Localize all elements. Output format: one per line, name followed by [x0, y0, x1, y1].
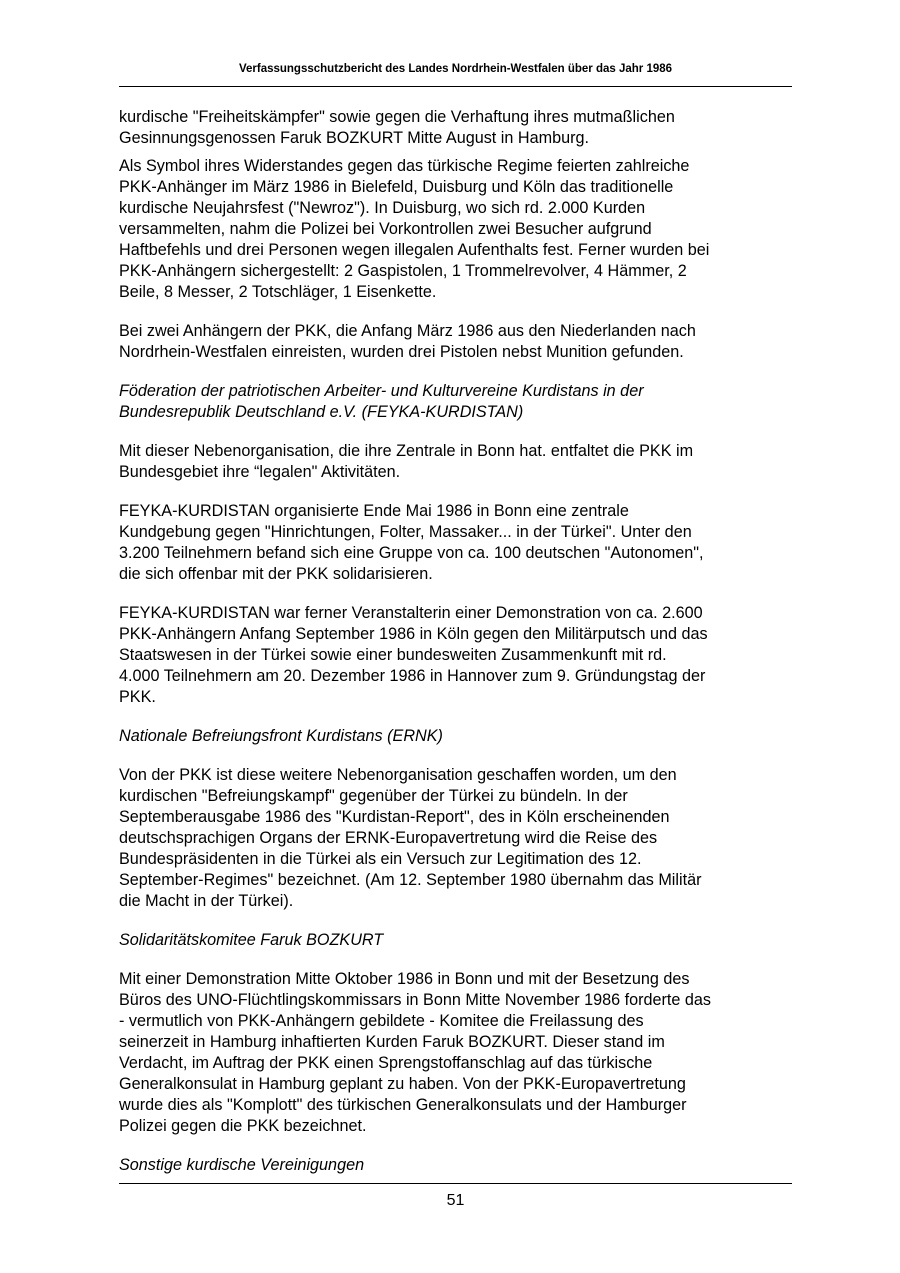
text-line: September-Regimes" bezeichnet. (Am 12. September 1980 übernahm das Militär: [119, 871, 702, 889]
text-line: FEYKA-KURDISTAN organisierte Ende Mai 1986 in Bonn eine zentrale: [119, 502, 629, 520]
paragraph-protest-continuation: [119, 107, 792, 149]
text-line: seinerzeit in Hamburg inhaftierten Kurden Faruk BOZKURT. Dieser stand im: [119, 1033, 665, 1051]
text-line: 3.200 Teilnehmern befand sich eine Gruppe von ca. 100 deutschen "Autonomen",: [119, 544, 704, 562]
text-line: PKK-Anhängern sichergestellt: 2 Gaspistolen, 1 Trommelrevolver, 4 Hämmer, 2: [119, 262, 687, 280]
page-header-title: Verfassungsschutzbericht des Landes Nordrhein-Westfalen über das Jahr 1986: [238, 63, 673, 75]
text-line: Sonstige kurdische Vereinigungen: [119, 1156, 365, 1174]
text-line: Polizei gegen die PKK bezeichnet.: [119, 1117, 367, 1135]
text-line: Bei zwei Anhängern der PKK, die Anfang März 1986 aus den Niederlanden nach: [119, 322, 696, 340]
text-line: Generalkonsulat in Hamburg geplant zu haben. Von der PKK-Europavertretung: [119, 1075, 686, 1093]
page-body: [119, 107, 792, 1176]
paragraph-solidarity-committee: [119, 969, 792, 1137]
text-line: kurdische Neujahrsfest ("Newroz"). In Duisburg, wo sich rd. 2.000 Kurden: [119, 199, 646, 217]
page-number: 51: [446, 1192, 465, 1209]
text-line: FEYKA-KURDISTAN war ferner Veranstalterin einer Demonstration von ca. 2.600: [119, 604, 703, 622]
text-line: PKK.: [119, 688, 156, 706]
text-line: Bundesgebiet ihre “legalen" Aktivitäten.: [119, 463, 401, 481]
paragraph-newroz: [119, 156, 792, 303]
paragraph-feyka-rally: [119, 501, 792, 585]
text-line: deutschsprachigen Organs der ERNK-Europavertretung wird die Reise des: [119, 829, 658, 847]
text-line: Staatswesen in der Türkei sowie einer bundesweiten Zusammenkunft mit rd.: [119, 646, 667, 664]
paragraph-ernk: [119, 765, 792, 912]
footer-divider: [119, 1183, 792, 1184]
text-line: Bundespräsidenten in die Türkei als ein Versuch zur Legitimation des 12.: [119, 850, 642, 868]
text-line: Nationale Befreiungsfront Kurdistans (ERNK): [119, 727, 443, 745]
section-heading-feyka: [119, 381, 792, 423]
text-line: die sich offenbar mit der PKK solidarisieren.: [119, 565, 433, 583]
text-line: die Macht in der Türkei).: [119, 892, 294, 910]
text-line: Gesinnungsgenossen Faruk BOZKURT Mitte August in Hamburg.: [119, 129, 589, 147]
text-line: Föderation der patriotischen Arbeiter- und Kulturvereine Kurdistans in der: [119, 382, 644, 400]
section-heading-ernk: [119, 726, 792, 747]
text-line: Solidaritätskomitee Faruk BOZKURT: [119, 931, 384, 949]
text-line: Von der PKK ist diese weitere Nebenorganisation geschaffen worden, um den: [119, 766, 677, 784]
paragraph-feyka-demonstration: [119, 603, 792, 708]
text-line: Septemberausgabe 1986 des "Kurdistan-Report", des in Köln erscheinenden: [119, 808, 670, 826]
text-line: PKK-Anhänger im März 1986 in Bielefeld, Duisburg und Köln das traditionelle: [119, 178, 674, 196]
text-line: Kundgebung gegen "Hinrichtungen, Folter, Massaker... in der Türkei". Unter den: [119, 523, 692, 541]
text-line: Beile, 8 Messer, 2 Totschläger, 1 Eisenkette.: [119, 283, 437, 301]
header-divider: [119, 86, 792, 87]
text-line: Bundesrepublik Deutschland e.V. (FEYKA-KURDISTAN): [119, 403, 524, 421]
text-line: Verdacht, im Auftrag der PKK einen Sprengstoffanschlag auf das türkische: [119, 1054, 653, 1072]
text-line: kurdischen "Befreiungskampf" gegenüber der Türkei zu bündeln. In der: [119, 787, 628, 805]
text-line: Als Symbol ihres Widerstandes gegen das türkische Regime feierten zahlreiche: [119, 157, 690, 175]
section-heading-other-associations: [119, 1155, 792, 1176]
text-line: Mit dieser Nebenorganisation, die ihre Zentrale in Bonn hat. entfaltet die PKK im: [119, 442, 694, 460]
text-line: wurde dies als "Komplott" des türkischen Generalkonsulats und der Hamburger: [119, 1096, 687, 1114]
text-line: Haftbefehls und drei Personen wegen illegalen Aufenthalts fest. Ferner wurden bei: [119, 241, 710, 259]
text-line: Mit einer Demonstration Mitte Oktober 1986 in Bonn und mit der Besetzung des: [119, 970, 690, 988]
text-line: versammelten, nahm die Polizei bei Vorkontrollen zwei Besucher aufgrund: [119, 220, 652, 238]
section-heading-solidarity-committee: [119, 930, 792, 951]
paragraph-pistols: [119, 321, 792, 363]
text-line: PKK-Anhängern Anfang September 1986 in Köln gegen den Militärputsch und das: [119, 625, 708, 643]
paragraph-feyka-intro: [119, 441, 792, 483]
text-line: - vermutlich von PKK-Anhängern gebildete - Komitee die Freilassung des: [119, 1012, 644, 1030]
text-line: Büros des UNO-Flüchtlingskommissars in Bonn Mitte November 1986 forderte das: [119, 991, 711, 1009]
text-line: 4.000 Teilnehmern am 20. Dezember 1986 in Hannover zum 9. Gründungstag der: [119, 667, 706, 685]
text-line: kurdische "Freiheitskämpfer" sowie gegen die Verhaftung ihres mutmaßlichen: [119, 108, 675, 126]
text-line: Nordrhein-Westfalen einreisten, wurden drei Pistolen nebst Munition gefunden.: [119, 343, 684, 361]
